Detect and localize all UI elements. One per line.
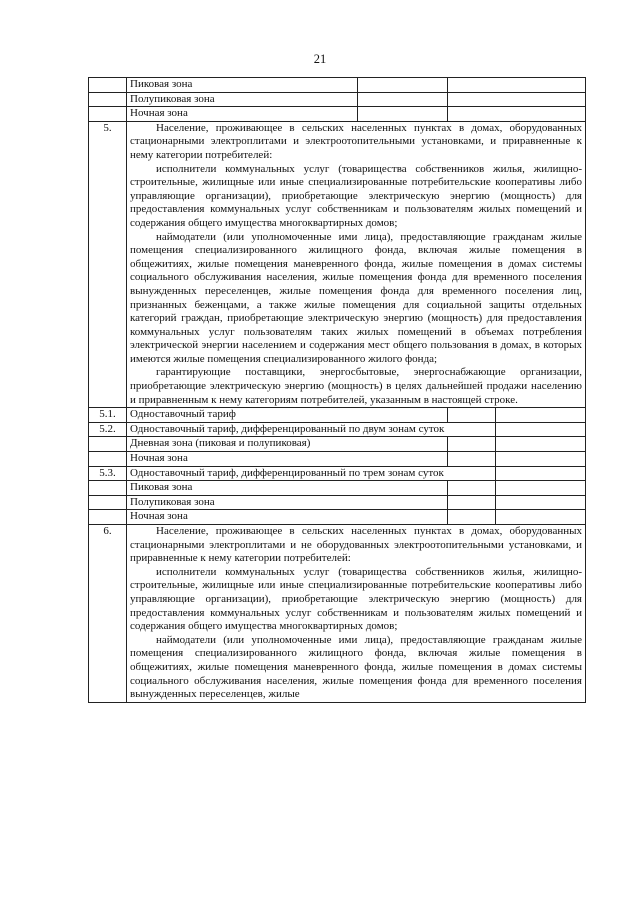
row-label: Одноставочный тариф, дифференцированный по двум зонам суток bbox=[127, 422, 496, 437]
table-row bbox=[89, 495, 586, 510]
section-number: 5. bbox=[89, 121, 127, 407]
table-row bbox=[89, 422, 586, 437]
paragraph: наймодатели (или уполномоченные ими лица), предоставляющие гражданам жилые помещения специализированного жилищного фонда, включая жилые помещения в общежитиях, жилые помещения маневренного фонда, жилые помещения в домах системы социального обслуживания населения, жилые помещения фонда для временного поселения вынужденных переселенцев, жилые помещения фонда для временного поселения лиц, признанных беженцами, а также жилые помещения для социальной защиты отдельных категорий граждан, приобретающие электрическую энергию (мощность) для предоставления коммунальных услуг пользователям таких жилых помещений в объемах потребления электрической энергии населением и содержания мест общего пользования в домах, в которых имеются жилые помещения специализированного жилого фонда; bbox=[130, 230, 582, 365]
paragraph: Население, проживающее в сельских населенных пунктах в домах, оборудованных стационарными электроплитами и электроотопительными установками, и приравненные к нему категории потребителей: bbox=[130, 121, 582, 161]
num-cell bbox=[89, 78, 127, 93]
paragraph: гарантирующие поставщики, энергосбытовые, энергоснабжающие организации, приобретающие электрическую энергию (мощность) в целях дальнейшей продажи населению и приравненным к нему категориям потребителей, указанным в настоящей строке. bbox=[130, 366, 582, 406]
table-row bbox=[89, 107, 586, 122]
row-label: Полупиковая зона bbox=[127, 92, 358, 107]
row-label: Ночная зона bbox=[127, 510, 448, 525]
table-row-section-5 bbox=[89, 121, 586, 407]
table-row bbox=[89, 78, 586, 93]
section-text bbox=[127, 121, 586, 407]
page-number: 21 bbox=[313, 52, 327, 66]
paragraph: наймодатели (или уполномоченные ими лица), предоставляющие гражданам жилые помещения специализированного жилищного фонда, включая жилые помещения в общежитиях, жилые помещения маневренного фонда, жилые помещения в домах системы социального обслуживания населения, жилые помещения фонда для временного поселения вынужденных переселенцев, жилые bbox=[130, 633, 582, 701]
row-label: Пиковая зона bbox=[127, 78, 358, 93]
row-label: Полупиковая зона bbox=[127, 495, 448, 510]
row-label: Дневная зона (пиковая и полупиковая) bbox=[127, 437, 448, 452]
table-row bbox=[89, 481, 586, 496]
row-label: Ночная зона bbox=[127, 107, 358, 122]
section-text bbox=[127, 525, 586, 703]
table-row bbox=[89, 466, 586, 481]
table-row-section-6 bbox=[89, 525, 586, 703]
row-number: 5.3. bbox=[89, 466, 127, 481]
row-number: 5.2. bbox=[89, 422, 127, 437]
tariff-table bbox=[88, 77, 586, 703]
table-row bbox=[89, 408, 586, 423]
paragraph: Население, проживающее в сельских населенных пунктах в домах, оборудованных стационарными электроплитами и не оборудованных электроотопительными установками, и приравненные к нему категории потребителей: bbox=[130, 525, 582, 565]
table-row bbox=[89, 92, 586, 107]
paragraph: исполнители коммунальных услуг (товарищества собственников жилья, жилищно-строительные, жилищные или иные специализированные потребительские кооперативы либо управляющие организации), приобретающие электрическую энергию (мощность) для предоставления коммунальных услуг собственникам и пользователям жилых помещений и содержания общего имущества многоквартирных домов; bbox=[130, 162, 582, 229]
section-number: 6. bbox=[89, 525, 127, 703]
table-row bbox=[89, 437, 586, 452]
paragraph: исполнители коммунальных услуг (товарищества собственников жилья, жилищно-строительные, жилищные или иные специализированные потребительские кооперативы либо управляющие организации), приобретающие электрическую энергию (мощность) для предоставления коммунальных услуг собственникам и пользователям жилых помещений и содержания общего имущества многоквартирных домов; bbox=[130, 565, 582, 633]
row-label: Одноставочный тариф bbox=[127, 408, 448, 423]
table-row bbox=[89, 452, 586, 467]
row-label: Одноставочный тариф, дифференцированный по трем зонам суток bbox=[127, 466, 496, 481]
row-label: Ночная зона bbox=[127, 452, 448, 467]
row-number: 5.1. bbox=[89, 408, 127, 423]
table-row bbox=[89, 510, 586, 525]
row-label: Пиковая зона bbox=[127, 481, 448, 496]
